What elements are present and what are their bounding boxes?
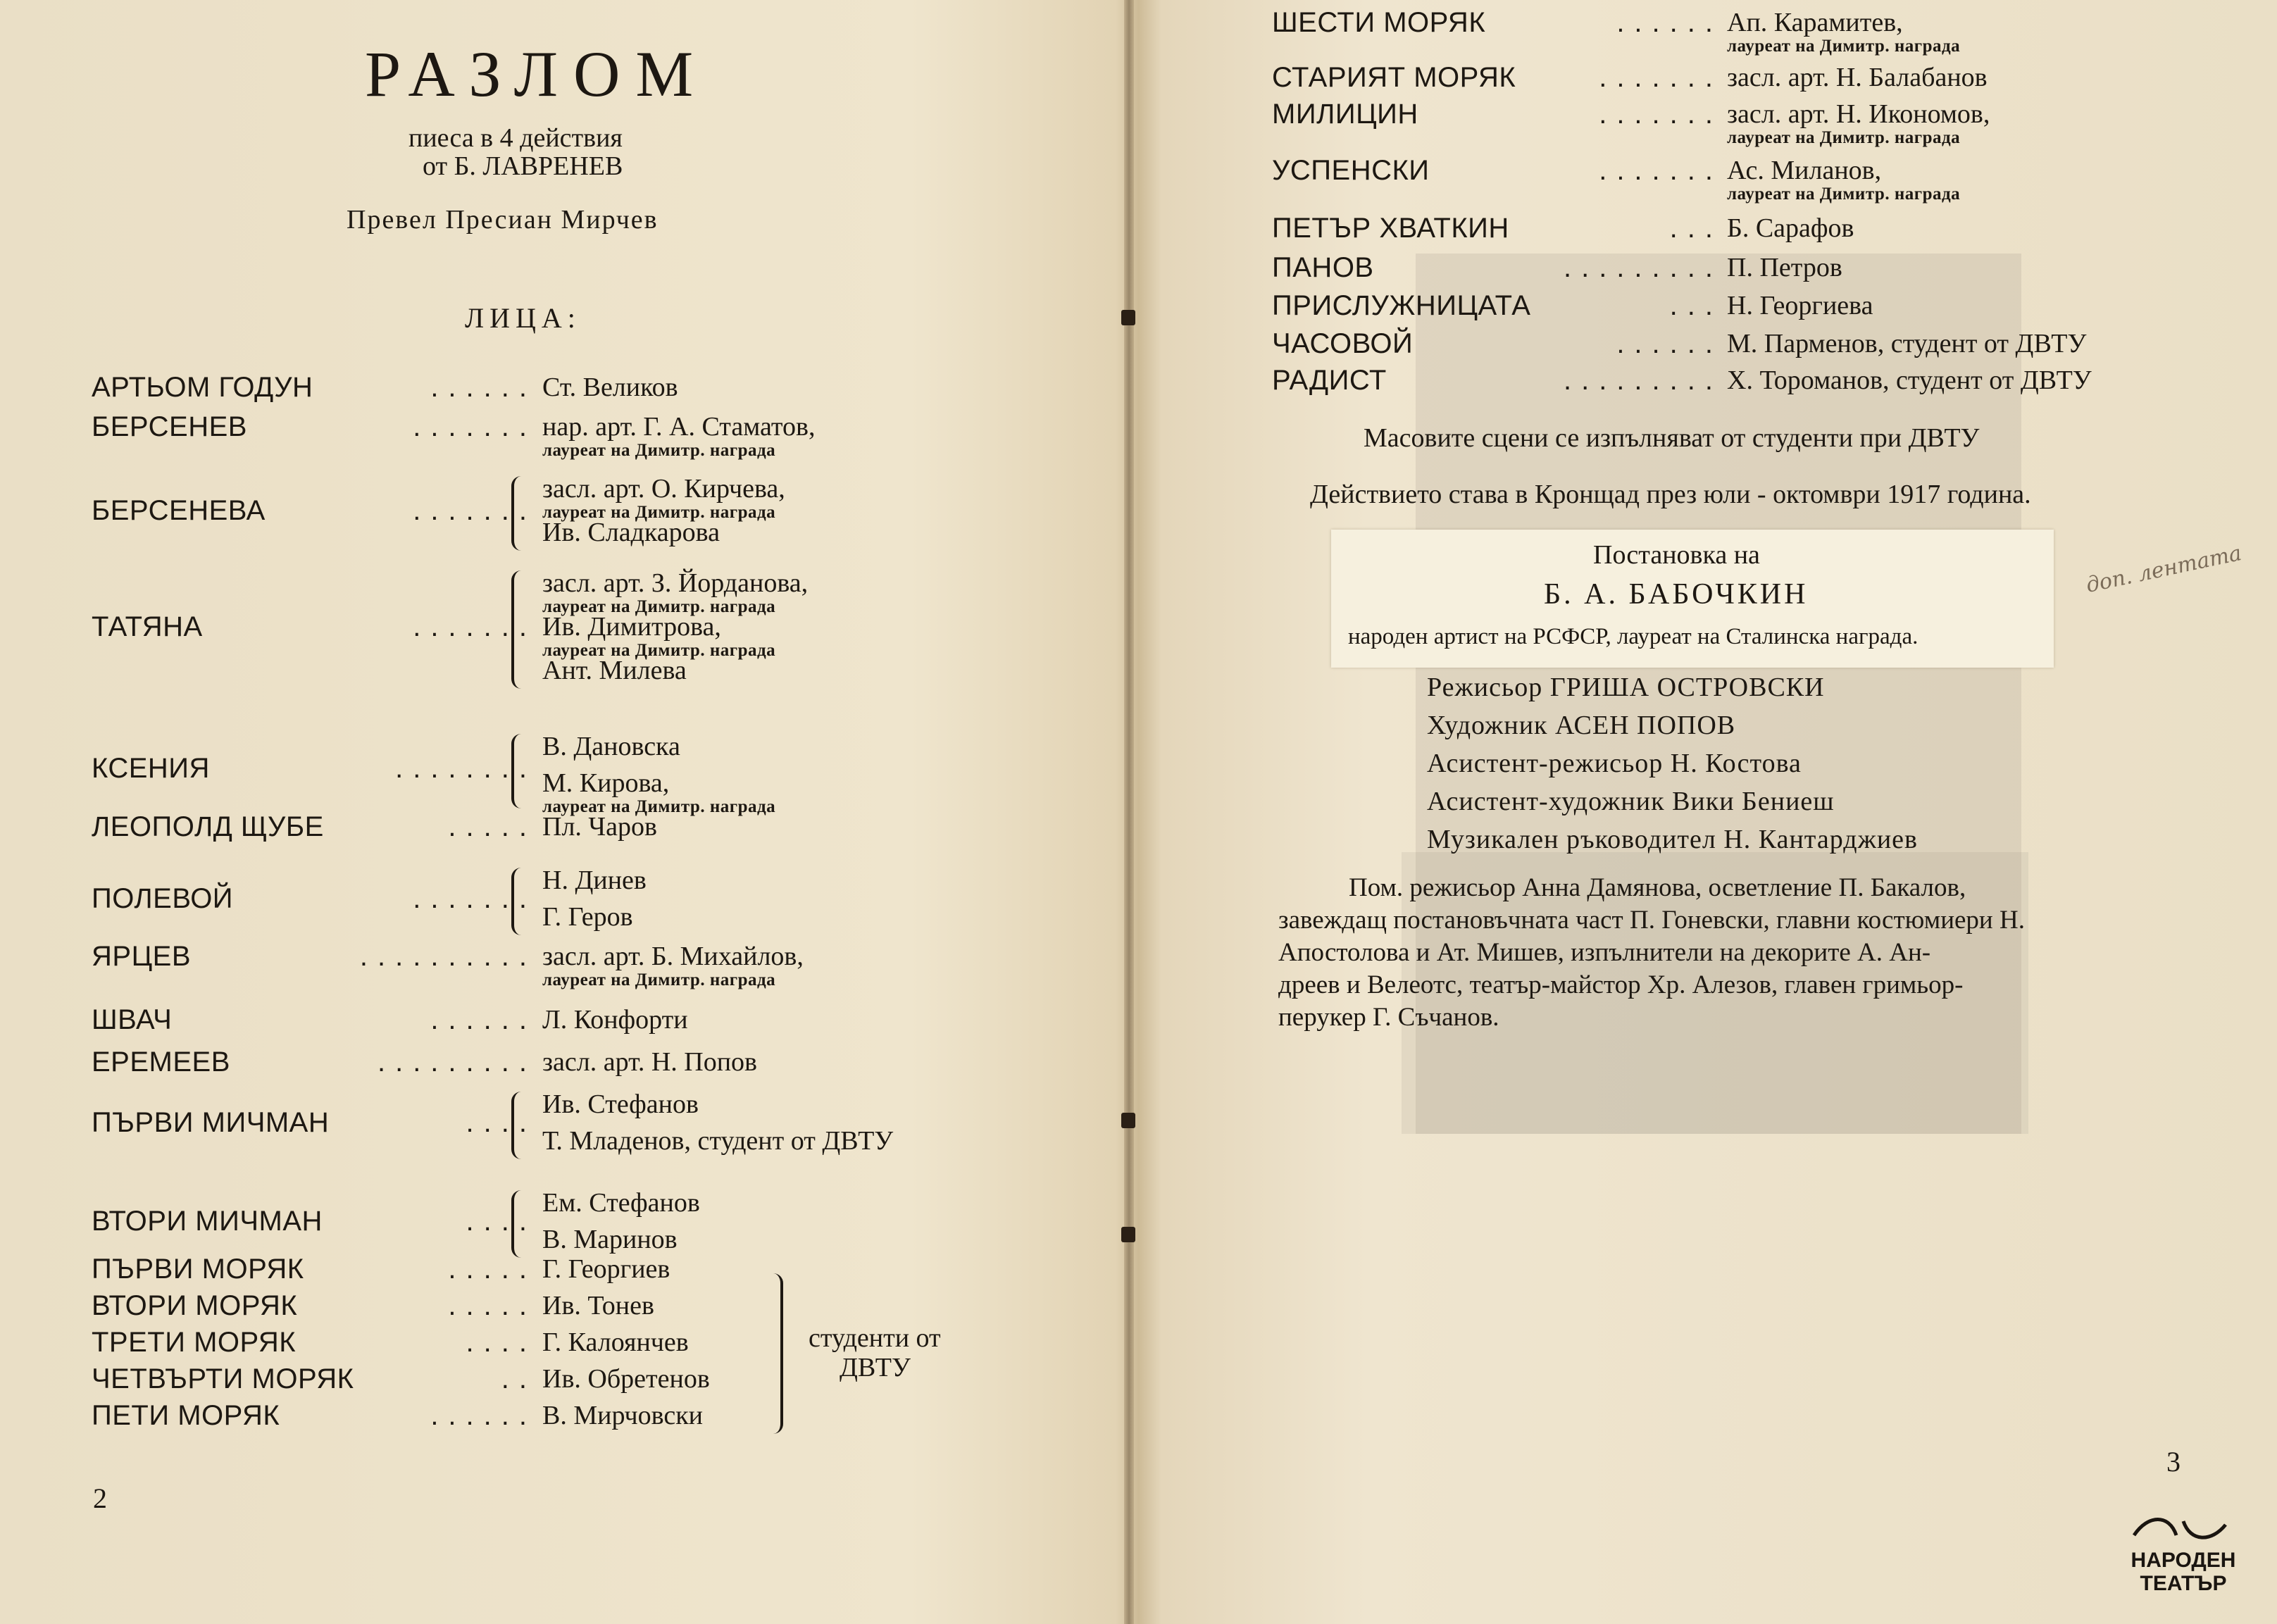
crew-line: Асистент-режисьор Н. Костова [1427,749,1802,778]
cast-actor: Г. Георгиев [542,1254,670,1284]
crew-line: Художник АСЕН ПОПОВ [1427,711,1736,740]
award-note: лауреат на Димитр. награда [1727,185,1961,204]
cast-actor: засл. арт. Н. Попов [542,1047,757,1077]
actor-brace [511,570,524,689]
award-note: лауреат на Димитр. награда [542,641,776,660]
cast-actor: Ст. Великов [542,373,678,402]
cast-actor: Ант. Милева [542,656,687,685]
staple-2 [1121,1113,1135,1128]
translator: Превел Пресиан Мирчев [347,205,659,235]
page-number-left: 2 [93,1482,107,1514]
cast-role: ЕРЕМЕЕВ [92,1047,230,1078]
leader-dots: ..... [448,811,537,842]
logo-text-bottom: ТЕАТЪР [2140,1572,2227,1595]
crew-line: Музикален ръководител Н. Кантарджиев [1427,825,1918,854]
cast-role: АРТЬОМ ГОДУН [92,372,313,403]
cast-role: СТАРИЯТ МОРЯК [1272,62,1516,93]
cast-actor: Ив. Стефанов [542,1089,699,1119]
leader-dots: .. [501,1363,537,1394]
leader-dots: ....... [413,411,537,442]
cast-actor: М. Кирова, [542,768,670,798]
staple-1 [1121,310,1135,325]
cast-actor: Ив. Обретенов [542,1364,710,1394]
cast-role: БЕРСЕНЕВА [92,495,266,526]
leader-dots: .......... [359,941,537,972]
cast-actor: В. Дановска [542,732,680,761]
leader-dots: ....... [413,883,537,914]
leader-dots: ......... [377,1047,537,1078]
students-brace [771,1273,783,1434]
book-gutter [1124,0,1134,1624]
cast-role: ПЕТЪР ХВАТКИН [1272,213,1509,244]
cast-role: ЯРЦЕВ [92,941,192,972]
cast-actor: М. Парменов, студент от ДВТУ [1727,329,2087,358]
play-subtitle: пиеса в 4 действия [408,123,623,153]
cast-role: ШЕСТИ МОРЯК [1272,7,1486,38]
cast-actor: Н. Георгиева [1727,291,1873,320]
leader-dots: ........ [395,753,537,784]
staple-3 [1121,1227,1135,1242]
leader-dots: .... [466,1206,537,1237]
cast-role: ПОЛЕВОЙ [92,883,234,914]
leader-dots: ....... [413,611,537,642]
leader-dots: .... [466,1107,537,1138]
leader-dots: .... [466,1327,537,1358]
leader-dots: ....... [413,495,537,526]
cast-actor: Ив. Тонев [542,1291,654,1320]
mass-scenes-note: Масовите сцени се изпълняват от студенти при ДВТУ [1364,423,1980,453]
handwritten-note: доп. лентата [2083,541,2244,598]
cast-actor: Пл. Чаров [542,812,657,842]
credits-line: Пом. режисьор Анна Дамянова, осветление П. Бакалов, [1349,873,1966,902]
cast-role: УСПЕНСКИ [1272,155,1430,186]
cast-actor: Г. Калоянчев [542,1328,689,1357]
cast-actor: Ап. Карамитев, [1727,8,1903,37]
cast-role: КСЕНИЯ [92,753,210,784]
production-slip [1331,530,2054,668]
cast-role: ПЪРВИ МОРЯК [92,1254,304,1285]
cast-actor: В. Мирчовски [542,1401,704,1430]
actor-brace [511,476,524,551]
cast-role: ЧАСОВОЙ [1272,328,1414,359]
cast-role: ЧЕТВЪРТИ МОРЯК [92,1363,354,1394]
cast-role: ТРЕТИ МОРЯК [92,1327,297,1358]
cast-role: ШВАЧ [92,1004,173,1035]
cast-role: ЛЕОПОЛД ЩУБЕ [92,811,324,842]
actor-brace [511,734,524,808]
credits-line: завеждащ постановъчната част П. Гоневски, главни костюмиери Н. [1278,906,2025,935]
credits-line: перукер Г. Съчанов. [1278,1003,1499,1032]
page-number-right: 3 [2166,1446,2181,1478]
cast-role: ПЕТИ МОРЯК [92,1400,280,1431]
leader-dots: ...... [1616,7,1723,38]
cast-role: БЕРСЕНЕВ [92,411,247,442]
award-note: лауреат на Димитр. награда [542,597,776,616]
leader-dots: ....... [1599,99,1723,130]
actor-brace [511,1092,524,1159]
cast-actor: П. Петров [1727,253,1842,282]
leader-dots: ... [1669,290,1723,321]
cast-actor: засл. арт. Б. Михайлов, [542,942,804,971]
national-theatre-logo [2120,1507,2247,1599]
cast-actor: Х. Тороманов, студент от ДВТУ [1727,366,2092,395]
cast-actor: нар. арт. Г. А. Стаматов, [542,412,816,442]
cast-role: ВТОРИ МОРЯК [92,1290,298,1321]
cast-actor: засл. арт. Н. Икономов, [1727,99,1990,129]
leader-dots: ......... [1563,252,1723,283]
cast-actor: Т. Младенов, студент от ДВТУ [542,1126,894,1156]
cast-heading: ЛИЦА: [465,302,581,334]
cast-actor: Г. Геров [542,902,633,932]
cast-actor: Ас. Миланов, [1727,156,1882,185]
setting-note: Действието става в Кронщад през юли - октомври 1917 година. [1310,480,2031,509]
credits-line: дреев и Велеотс, театър-майстор Хр. Алезов, главен гримьор- [1278,970,1964,999]
award-note: лауреат на Димитр. награда [542,503,776,522]
leader-dots: ...... [430,372,537,403]
cast-actor: засл. арт. Н. Балабанов [1727,63,1988,92]
cast-actor: Н. Динев [542,866,647,895]
cast-actor: засл. арт. З. Йорданова, [542,568,809,598]
leader-dots: ....... [1599,155,1723,186]
logo-text-top: НАРОДЕН [2131,1549,2236,1572]
leader-dots: ... [1669,213,1723,244]
award-note: лауреат на Димитр. награда [542,970,776,989]
cast-role: РАДИСТ [1272,365,1387,396]
cast-actor: Л. Конфорти [542,1005,688,1035]
leader-dots: ...... [430,1400,537,1431]
cast-role: МИЛИЦИН [1272,99,1418,130]
award-note: лауреат на Димитр. награда [1727,128,1961,147]
crew-line: Режисьор ГРИША ОСТРОВСКИ [1427,673,1825,702]
award-note: лауреат на Димитр. награда [542,441,776,460]
students-note-line2: ДВТУ [840,1353,911,1382]
credits-line: Апостолова и Ат. Мишев, изпълнители на декорите А. Ан- [1278,938,1931,967]
production-label: Постановка на [1593,540,1760,570]
national-theatre-logo-icon [2120,1507,2247,1599]
cast-actor: Ив. Сладкарова [542,518,720,547]
actor-brace [511,868,524,935]
left-page [0,0,1127,1624]
leader-dots: ......... [1563,365,1723,396]
leader-dots: ...... [430,1004,537,1035]
leader-dots: ...... [1616,328,1723,359]
cast-role: ВТОРИ МИЧМАН [92,1206,323,1237]
play-title: РАЗЛОМ [365,38,709,110]
cast-actor: Ем. Стефанов [542,1188,700,1218]
cast-actor: засл. арт. О. Кирчева, [542,474,785,504]
cast-role: ПРИСЛУЖНИЦАТА [1272,290,1531,321]
leader-dots: ..... [448,1290,537,1321]
play-author: от Б. ЛАВРЕНЕВ [423,151,623,181]
cast-actor: Б. Сарафов [1727,213,1854,243]
students-note-line1: студенти от [809,1323,941,1353]
director-title: народен артист на РСФСР, лауреат на Сталинска награда. [1348,624,1919,649]
cast-role: ТАТЯНА [92,611,203,642]
credits-paragraph [1278,872,2187,1034]
leader-dots: ..... [448,1254,537,1285]
crew-line: Асистент-художник Вики Бениеш [1427,787,1835,816]
award-note: лауреат на Димитр. награда [1727,37,1961,56]
leader-dots: ....... [1599,62,1723,93]
cast-role: ПАНОВ [1272,252,1374,283]
cast-actor: В. Маринов [542,1225,678,1254]
actor-brace [511,1190,524,1258]
award-note: лауреат на Димитр. награда [542,797,776,816]
director-name: Б. А. БАБОЧКИН [1544,578,1809,611]
cast-actor: Ив. Димитрова, [542,612,721,642]
cast-role: ПЪРВИ МИЧМАН [92,1107,330,1138]
